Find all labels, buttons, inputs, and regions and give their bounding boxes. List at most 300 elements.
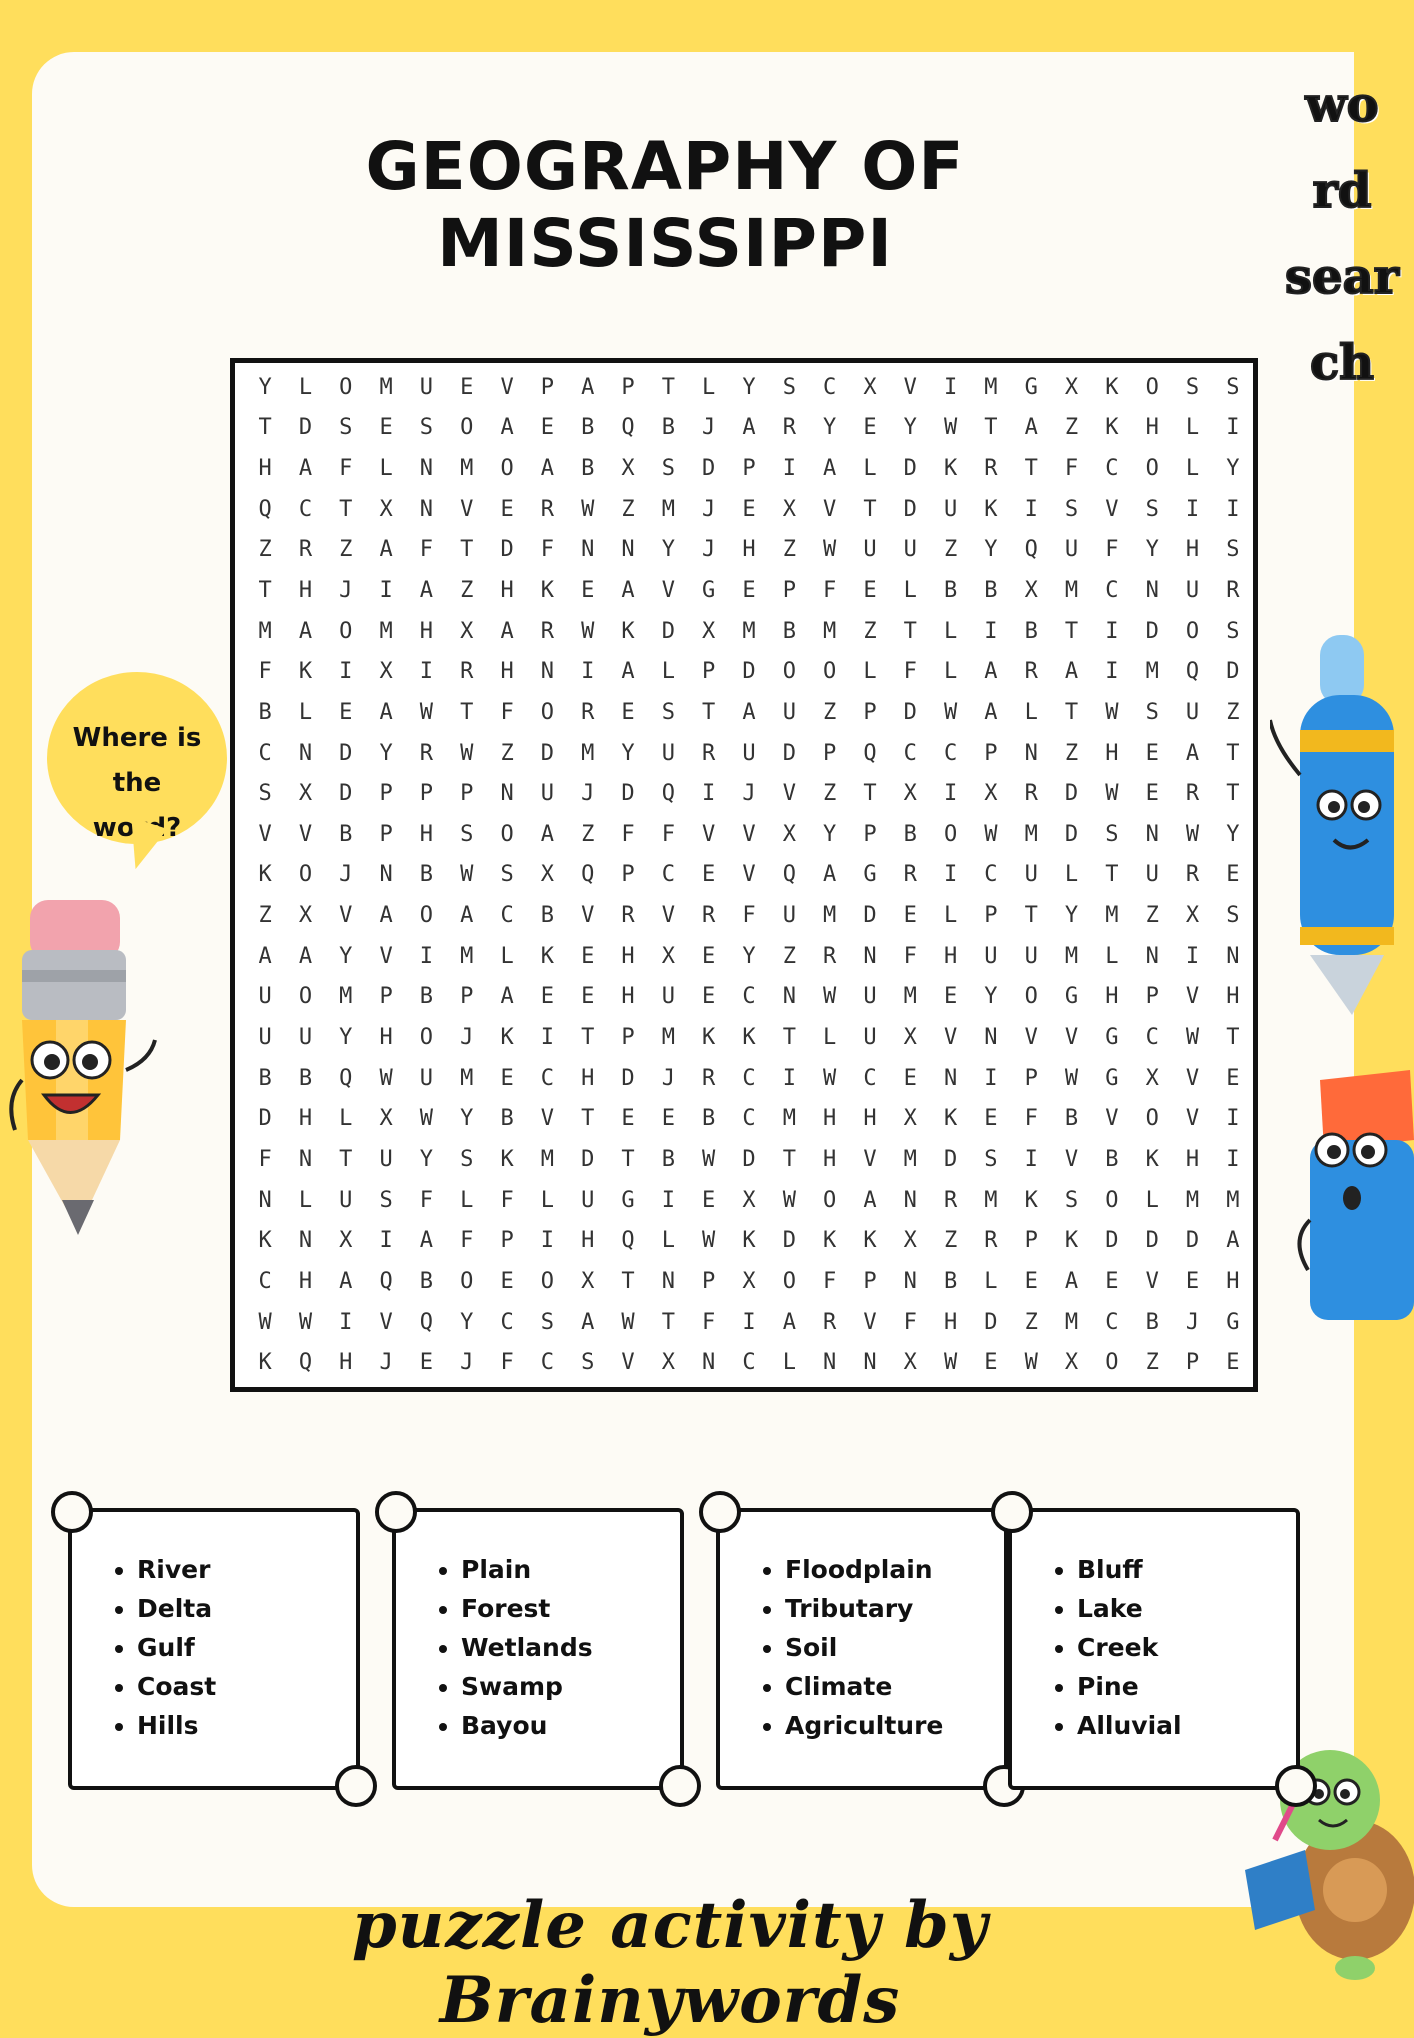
grid-letter[interactable]: I: [1226, 1146, 1240, 1172]
grid-letter[interactable]: V: [379, 1309, 393, 1335]
grid-letter[interactable]: T: [661, 1309, 675, 1335]
grid-letter[interactable]: U: [863, 1025, 877, 1051]
grid-letter[interactable]: P: [419, 781, 434, 807]
grid-letter[interactable]: V: [1105, 1106, 1119, 1132]
grid-letter[interactable]: W: [702, 1228, 716, 1254]
grid-letter[interactable]: O: [782, 1268, 796, 1294]
grid-letter[interactable]: N: [540, 659, 555, 685]
grid-letter[interactable]: W: [258, 1309, 272, 1335]
grid-letter[interactable]: W: [1185, 821, 1200, 847]
grid-letter[interactable]: P: [460, 781, 474, 807]
grid-letter[interactable]: C: [1145, 1025, 1159, 1051]
grid-letter[interactable]: F: [903, 943, 917, 969]
grid-letter[interactable]: T: [1024, 903, 1038, 929]
grid-letter[interactable]: S: [1185, 374, 1200, 400]
grid-letter[interactable]: M: [823, 903, 837, 929]
grid-letter[interactable]: Z: [621, 496, 635, 522]
grid-letter[interactable]: Q: [621, 415, 635, 441]
grid-letter[interactable]: L: [1145, 1187, 1159, 1213]
grid-letter[interactable]: R: [540, 496, 555, 522]
grid-letter[interactable]: L: [1185, 415, 1200, 441]
grid-letter[interactable]: P: [782, 578, 796, 603]
grid-letter[interactable]: V: [863, 1146, 877, 1172]
grid-letter[interactable]: J: [661, 1065, 675, 1091]
grid-letter[interactable]: C: [500, 903, 514, 929]
grid-letter[interactable]: S: [1226, 903, 1240, 929]
grid-letter[interactable]: K: [540, 578, 555, 603]
grid-letter[interactable]: E: [1226, 862, 1240, 888]
grid-letter[interactable]: S: [1105, 821, 1119, 847]
grid-letter[interactable]: C: [298, 496, 313, 522]
grid-letter[interactable]: T: [339, 496, 353, 522]
grid-letter[interactable]: T: [1024, 456, 1038, 482]
grid-letter[interactable]: F: [500, 699, 514, 725]
grid-letter[interactable]: X: [903, 1350, 917, 1376]
grid-letter[interactable]: I: [1024, 496, 1038, 522]
grid-letter[interactable]: X: [1185, 903, 1200, 929]
grid-letter[interactable]: B: [943, 1268, 958, 1294]
grid-letter[interactable]: H: [258, 456, 272, 482]
grid-letter[interactable]: Q: [419, 1309, 434, 1335]
grid-letter[interactable]: J: [702, 415, 716, 441]
grid-letter[interactable]: O: [298, 984, 313, 1010]
grid-letter[interactable]: F: [903, 659, 917, 685]
grid-letter[interactable]: F: [460, 1228, 474, 1254]
grid-letter[interactable]: Y: [823, 415, 837, 441]
grid-letter[interactable]: I: [1185, 496, 1200, 522]
grid-letter[interactable]: W: [419, 1106, 434, 1132]
grid-letter[interactable]: W: [782, 1187, 796, 1213]
grid-letter[interactable]: E: [903, 903, 917, 929]
grid-letter[interactable]: X: [782, 821, 796, 847]
grid-letter[interactable]: J: [460, 1025, 474, 1051]
grid-letter[interactable]: E: [702, 862, 716, 888]
grid-letter[interactable]: Z: [1145, 903, 1159, 929]
grid-letter[interactable]: F: [1105, 537, 1119, 563]
grid-letter[interactable]: O: [500, 456, 514, 482]
grid-letter[interactable]: W: [1024, 1350, 1038, 1376]
grid-letter[interactable]: F: [1064, 456, 1079, 482]
grid-letter[interactable]: T: [702, 699, 716, 725]
grid-letter[interactable]: I: [1226, 1106, 1240, 1132]
grid-letter[interactable]: T: [1064, 618, 1079, 644]
grid-letter[interactable]: P: [863, 1268, 877, 1294]
grid-letter[interactable]: V: [1185, 1106, 1200, 1132]
grid-letter[interactable]: E: [984, 1106, 998, 1132]
grid-letter[interactable]: N: [500, 781, 514, 807]
grid-letter[interactable]: K: [258, 862, 272, 888]
grid-letter[interactable]: E: [702, 984, 716, 1010]
grid-letter[interactable]: E: [540, 415, 555, 441]
grid-letter[interactable]: Y: [1145, 537, 1159, 563]
grid-letter[interactable]: F: [339, 456, 353, 482]
grid-letter[interactable]: E: [419, 1350, 434, 1376]
grid-letter[interactable]: X: [1024, 578, 1038, 603]
grid-letter[interactable]: P: [379, 781, 393, 807]
grid-letter[interactable]: D: [1105, 1228, 1119, 1254]
grid-letter[interactable]: T: [1226, 781, 1240, 807]
grid-letter[interactable]: T: [863, 496, 877, 522]
grid-letter[interactable]: X: [460, 618, 474, 644]
grid-letter[interactable]: K: [984, 496, 998, 522]
grid-letter[interactable]: K: [863, 1228, 877, 1254]
grid-letter[interactable]: P: [1145, 984, 1159, 1010]
grid-letter[interactable]: B: [984, 578, 998, 603]
grid-letter[interactable]: U: [339, 1187, 353, 1213]
grid-letter[interactable]: W: [298, 1309, 313, 1335]
grid-letter[interactable]: C: [742, 1065, 756, 1091]
grid-letter[interactable]: X: [1064, 374, 1079, 400]
grid-letter[interactable]: H: [823, 1146, 837, 1172]
grid-letter[interactable]: J: [460, 1350, 474, 1376]
grid-letter[interactable]: N: [419, 456, 434, 482]
grid-letter[interactable]: P: [1185, 1350, 1200, 1376]
grid-letter[interactable]: R: [702, 903, 716, 929]
grid-letter[interactable]: A: [1064, 659, 1079, 685]
grid-letter[interactable]: K: [1064, 1228, 1079, 1254]
grid-letter[interactable]: F: [1024, 1106, 1038, 1132]
grid-letter[interactable]: S: [540, 1309, 555, 1335]
grid-letter[interactable]: W: [702, 1146, 716, 1172]
grid-letter[interactable]: T: [661, 374, 675, 400]
grid-letter[interactable]: A: [984, 699, 998, 725]
grid-letter[interactable]: F: [419, 1187, 434, 1213]
grid-letter[interactable]: I: [661, 1187, 675, 1213]
grid-letter[interactable]: L: [379, 456, 393, 482]
grid-letter[interactable]: X: [742, 1268, 756, 1294]
grid-letter[interactable]: G: [1024, 374, 1038, 400]
grid-letter[interactable]: N: [581, 537, 595, 563]
grid-letter[interactable]: B: [581, 415, 595, 441]
grid-letter[interactable]: G: [863, 862, 877, 888]
grid-letter[interactable]: W: [1185, 1025, 1200, 1051]
grid-letter[interactable]: B: [419, 984, 434, 1010]
grid-letter[interactable]: A: [782, 1309, 796, 1335]
grid-letter[interactable]: M: [1064, 578, 1079, 603]
grid-letter[interactable]: B: [258, 1065, 272, 1091]
grid-letter[interactable]: N: [298, 1228, 313, 1254]
grid-letter[interactable]: K: [1145, 1146, 1159, 1172]
grid-letter[interactable]: A: [298, 618, 313, 644]
grid-letter[interactable]: Z: [258, 903, 272, 929]
grid-letter[interactable]: C: [661, 862, 675, 888]
grid-letter[interactable]: A: [298, 456, 313, 482]
grid-letter[interactable]: V: [742, 821, 756, 847]
grid-letter[interactable]: T: [581, 1025, 595, 1051]
grid-letter[interactable]: V: [823, 496, 837, 522]
grid-letter[interactable]: Z: [823, 781, 837, 807]
grid-letter[interactable]: P: [1024, 1065, 1038, 1091]
grid-letter[interactable]: J: [379, 1350, 393, 1376]
grid-letter[interactable]: K: [258, 1350, 272, 1376]
grid-letter[interactable]: G: [1064, 984, 1079, 1010]
grid-letter[interactable]: X: [661, 1350, 675, 1376]
grid-letter[interactable]: P: [621, 862, 635, 888]
grid-letter[interactable]: P: [863, 699, 877, 725]
grid-letter[interactable]: V: [943, 1025, 958, 1051]
grid-letter[interactable]: S: [379, 1187, 393, 1213]
grid-letter[interactable]: V: [298, 821, 313, 847]
grid-letter[interactable]: Z: [339, 537, 353, 563]
grid-letter[interactable]: N: [258, 1187, 272, 1213]
grid-letter[interactable]: H: [1185, 1146, 1200, 1172]
grid-letter[interactable]: G: [702, 578, 716, 603]
grid-letter[interactable]: S: [460, 821, 474, 847]
grid-letter[interactable]: K: [621, 618, 635, 644]
grid-letter[interactable]: R: [1185, 862, 1200, 888]
grid-letter[interactable]: U: [419, 374, 434, 400]
grid-letter[interactable]: N: [943, 1065, 958, 1091]
grid-letter[interactable]: X: [903, 781, 917, 807]
grid-letter[interactable]: Y: [460, 1309, 474, 1335]
grid-letter[interactable]: T: [1226, 1025, 1240, 1051]
grid-letter[interactable]: T: [903, 618, 917, 644]
grid-letter[interactable]: L: [540, 1187, 555, 1213]
grid-letter[interactable]: X: [984, 781, 998, 807]
grid-letter[interactable]: X: [863, 374, 877, 400]
grid-letter[interactable]: N: [298, 1146, 313, 1172]
grid-letter[interactable]: X: [379, 496, 393, 522]
grid-letter[interactable]: D: [540, 740, 555, 766]
grid-letter[interactable]: J: [581, 781, 595, 807]
grid-letter[interactable]: A: [500, 984, 514, 1010]
grid-letter[interactable]: A: [823, 862, 837, 888]
grid-letter[interactable]: V: [903, 374, 917, 400]
grid-letter[interactable]: G: [621, 1187, 635, 1213]
grid-letter[interactable]: O: [1145, 374, 1159, 400]
grid-letter[interactable]: N: [903, 1187, 917, 1213]
grid-letter[interactable]: H: [298, 1106, 313, 1132]
grid-letter[interactable]: U: [661, 740, 675, 766]
grid-letter[interactable]: R: [984, 456, 998, 482]
grid-letter[interactable]: A: [621, 659, 635, 685]
grid-letter[interactable]: I: [540, 1025, 555, 1051]
grid-letter[interactable]: C: [540, 1065, 555, 1091]
grid-letter[interactable]: O: [460, 1268, 474, 1294]
grid-letter[interactable]: X: [540, 862, 555, 888]
grid-letter[interactable]: V: [1064, 1025, 1079, 1051]
grid-letter[interactable]: Q: [863, 740, 877, 766]
grid-letter[interactable]: W: [984, 821, 998, 847]
grid-letter[interactable]: N: [379, 862, 393, 888]
grid-letter[interactable]: R: [702, 740, 716, 766]
grid-letter[interactable]: L: [984, 1268, 998, 1294]
grid-letter[interactable]: C: [258, 1268, 272, 1294]
grid-letter[interactable]: E: [339, 699, 353, 725]
grid-letter[interactable]: A: [863, 1187, 877, 1213]
grid-letter[interactable]: V: [742, 862, 756, 888]
grid-letter[interactable]: A: [742, 699, 756, 725]
grid-letter[interactable]: C: [540, 1350, 555, 1376]
grid-letter[interactable]: H: [1226, 984, 1240, 1010]
grid-letter[interactable]: M: [1185, 1187, 1200, 1213]
grid-letter[interactable]: X: [621, 456, 635, 482]
grid-letter[interactable]: R: [460, 659, 474, 685]
grid-letter[interactable]: X: [298, 781, 313, 807]
grid-letter[interactable]: D: [339, 740, 353, 766]
grid-letter[interactable]: A: [1226, 1228, 1240, 1254]
grid-letter[interactable]: W: [1105, 699, 1119, 725]
grid-letter[interactable]: A: [379, 903, 393, 929]
grid-letter[interactable]: X: [661, 943, 675, 969]
grid-letter[interactable]: I: [419, 943, 434, 969]
grid-letter[interactable]: V: [1024, 1025, 1038, 1051]
grid-letter[interactable]: E: [984, 1350, 998, 1376]
grid-letter[interactable]: G: [1105, 1025, 1119, 1051]
grid-letter[interactable]: U: [1024, 862, 1038, 888]
grid-letter[interactable]: K: [298, 659, 313, 685]
grid-letter[interactable]: L: [298, 699, 313, 725]
grid-letter[interactable]: R: [823, 943, 837, 969]
grid-letter[interactable]: R: [419, 740, 434, 766]
grid-letter[interactable]: F: [258, 659, 272, 685]
grid-letter[interactable]: I: [1226, 496, 1240, 522]
grid-letter[interactable]: S: [661, 699, 675, 725]
grid-letter[interactable]: F: [500, 1187, 514, 1213]
grid-letter[interactable]: A: [298, 943, 313, 969]
grid-letter[interactable]: B: [782, 618, 796, 644]
grid-letter[interactable]: O: [782, 659, 796, 685]
grid-letter[interactable]: H: [1185, 537, 1200, 563]
grid-letter[interactable]: S: [581, 1350, 595, 1376]
grid-letter[interactable]: F: [903, 1309, 917, 1335]
grid-letter[interactable]: O: [540, 1268, 555, 1294]
grid-letter[interactable]: E: [379, 415, 393, 441]
grid-letter[interactable]: M: [1105, 903, 1119, 929]
grid-letter[interactable]: N: [823, 1350, 837, 1376]
grid-letter[interactable]: B: [339, 821, 353, 847]
grid-letter[interactable]: J: [742, 781, 756, 807]
grid-letter[interactable]: W: [943, 699, 958, 725]
grid-letter[interactable]: B: [903, 821, 917, 847]
grid-letter[interactable]: D: [621, 781, 635, 807]
grid-letter[interactable]: V: [460, 496, 474, 522]
grid-letter[interactable]: A: [500, 415, 514, 441]
grid-letter[interactable]: K: [742, 1228, 756, 1254]
grid-letter[interactable]: A: [419, 578, 434, 603]
grid-letter[interactable]: O: [339, 618, 353, 644]
grid-letter[interactable]: U: [379, 1146, 393, 1172]
grid-letter[interactable]: S: [1064, 496, 1079, 522]
grid-letter[interactable]: W: [1064, 1065, 1079, 1091]
grid-letter[interactable]: S: [1226, 374, 1240, 400]
grid-letter[interactable]: T: [581, 1106, 595, 1132]
grid-letter[interactable]: Y: [1226, 821, 1240, 847]
grid-letter[interactable]: A: [540, 456, 555, 482]
grid-letter[interactable]: B: [1064, 1106, 1079, 1132]
grid-letter[interactable]: L: [298, 374, 313, 400]
grid-letter[interactable]: Y: [984, 984, 998, 1010]
grid-letter[interactable]: A: [379, 699, 393, 725]
grid-letter[interactable]: H: [621, 984, 635, 1010]
grid-letter[interactable]: L: [943, 659, 958, 685]
grid-letter[interactable]: Z: [460, 578, 474, 603]
grid-letter[interactable]: M: [661, 496, 675, 522]
grid-letter[interactable]: E: [581, 984, 595, 1010]
grid-letter[interactable]: U: [782, 903, 796, 929]
grid-letter[interactable]: U: [298, 1025, 313, 1051]
grid-letter[interactable]: L: [500, 943, 514, 969]
grid-letter[interactable]: D: [702, 456, 716, 482]
grid-letter[interactable]: L: [863, 456, 877, 482]
grid-letter[interactable]: M: [903, 1146, 917, 1172]
grid-letter[interactable]: K: [1105, 415, 1119, 441]
grid-letter[interactable]: O: [1185, 618, 1200, 644]
grid-letter[interactable]: X: [379, 659, 393, 685]
grid-letter[interactable]: L: [661, 659, 675, 685]
grid-letter[interactable]: D: [903, 496, 917, 522]
grid-letter[interactable]: Q: [258, 496, 272, 522]
grid-letter[interactable]: M: [379, 374, 393, 400]
grid-letter[interactable]: R: [943, 1187, 958, 1213]
grid-letter[interactable]: R: [782, 415, 796, 441]
grid-letter[interactable]: I: [702, 781, 716, 807]
grid-letter[interactable]: Y: [419, 1146, 434, 1172]
grid-letter[interactable]: B: [943, 578, 958, 603]
grid-letter[interactable]: O: [339, 374, 353, 400]
grid-letter[interactable]: R: [702, 1065, 716, 1091]
grid-letter[interactable]: W: [621, 1309, 635, 1335]
grid-letter[interactable]: D: [258, 1106, 272, 1132]
grid-letter[interactable]: D: [903, 699, 917, 725]
grid-letter[interactable]: B: [500, 1106, 514, 1132]
grid-letter[interactable]: E: [1145, 781, 1159, 807]
grid-letter[interactable]: P: [379, 984, 393, 1010]
grid-letter[interactable]: I: [1226, 415, 1240, 441]
grid-letter[interactable]: U: [742, 740, 756, 766]
grid-letter[interactable]: L: [339, 1106, 353, 1132]
grid-letter[interactable]: Q: [379, 1268, 393, 1294]
grid-letter[interactable]: N: [984, 1025, 998, 1051]
grid-letter[interactable]: Z: [581, 821, 595, 847]
grid-letter[interactable]: K: [500, 1146, 514, 1172]
grid-letter[interactable]: F: [823, 578, 837, 603]
grid-letter[interactable]: F: [258, 1146, 272, 1172]
grid-letter[interactable]: R: [984, 1228, 998, 1254]
grid-letter[interactable]: E: [903, 1065, 917, 1091]
grid-letter[interactable]: E: [702, 1187, 716, 1213]
grid-letter[interactable]: M: [460, 1065, 474, 1091]
grid-letter[interactable]: Y: [742, 374, 756, 400]
grid-letter[interactable]: Y: [984, 537, 998, 563]
grid-letter[interactable]: M: [339, 984, 353, 1010]
grid-letter[interactable]: X: [702, 618, 716, 644]
grid-letter[interactable]: R: [823, 1309, 837, 1335]
grid-letter[interactable]: E: [581, 578, 595, 603]
grid-letter[interactable]: H: [1105, 984, 1119, 1010]
grid-letter[interactable]: Y: [339, 943, 353, 969]
grid-letter[interactable]: T: [621, 1268, 635, 1294]
grid-letter[interactable]: A: [460, 903, 474, 929]
grid-letter[interactable]: H: [823, 1106, 837, 1132]
grid-letter[interactable]: W: [823, 537, 837, 563]
grid-letter[interactable]: H: [1145, 415, 1159, 441]
grid-letter[interactable]: L: [863, 659, 877, 685]
grid-letter[interactable]: V: [782, 781, 796, 807]
grid-letter[interactable]: D: [621, 1065, 635, 1091]
grid-letter[interactable]: M: [984, 374, 998, 400]
grid-letter[interactable]: U: [903, 537, 917, 563]
grid-letter[interactable]: I: [419, 659, 434, 685]
grid-letter[interactable]: I: [581, 659, 595, 685]
grid-letter[interactable]: I: [1105, 659, 1119, 685]
grid-letter[interactable]: E: [702, 943, 716, 969]
grid-letter[interactable]: B: [540, 903, 555, 929]
grid-letter[interactable]: M: [823, 618, 837, 644]
grid-letter[interactable]: D: [1226, 659, 1240, 685]
grid-letter[interactable]: M: [540, 1146, 555, 1172]
grid-letter[interactable]: B: [419, 862, 434, 888]
